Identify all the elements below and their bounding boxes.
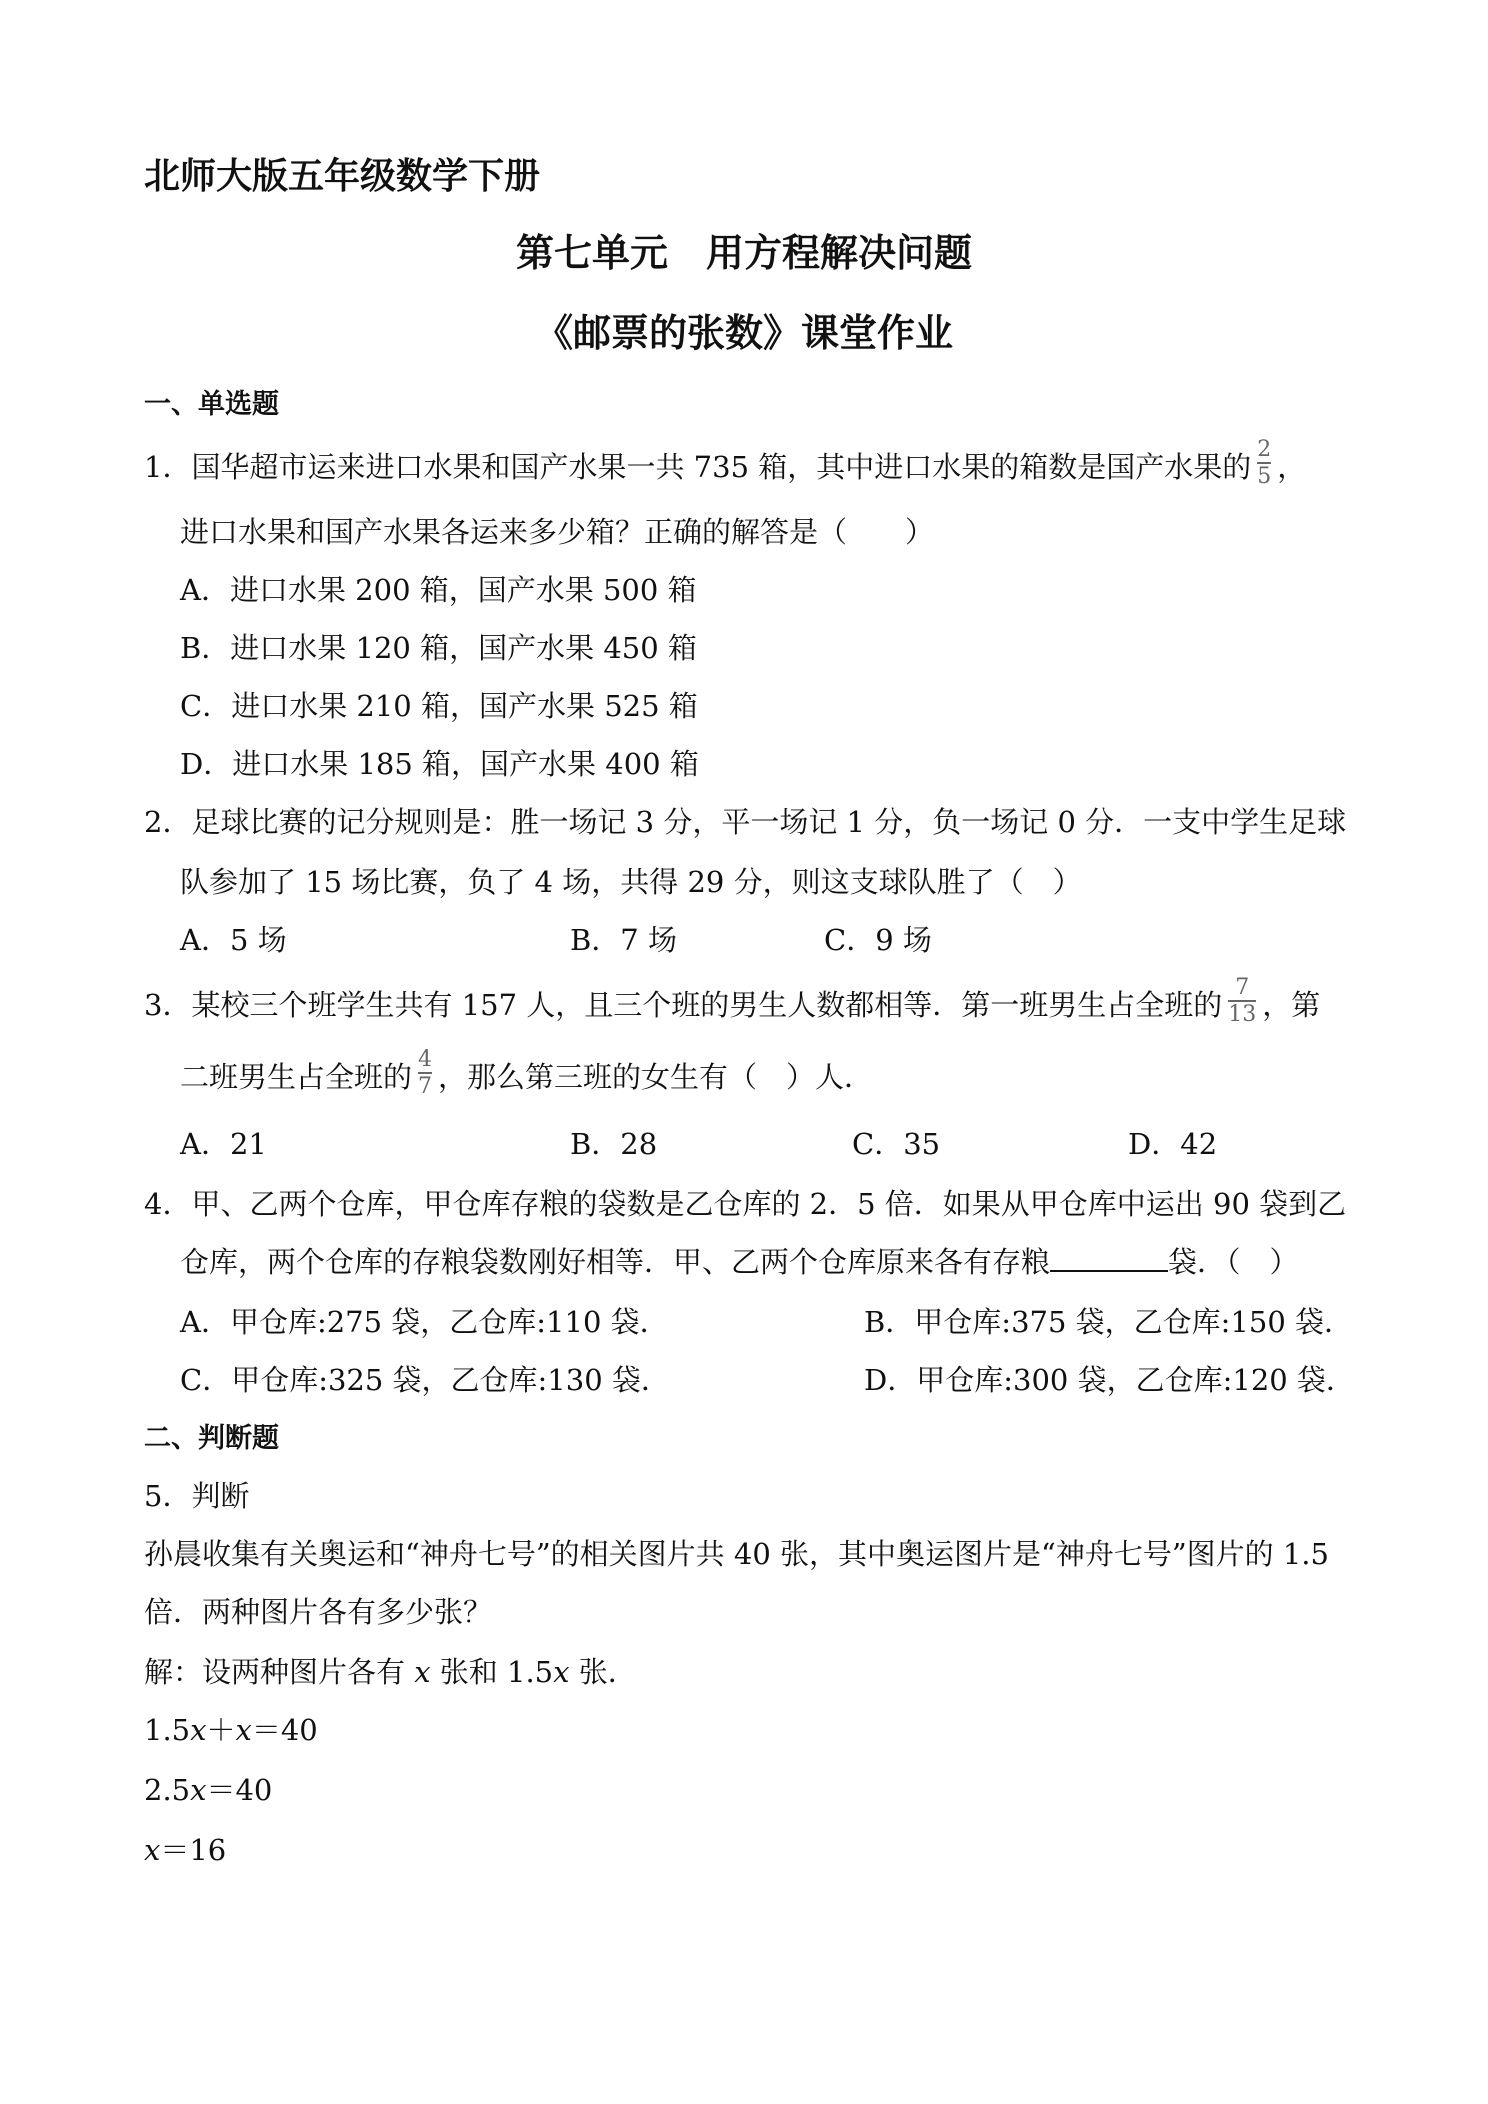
sol-text: 解：设两种图片各有 [144, 1655, 415, 1689]
q3-stem-line1 [144, 975, 1321, 1032]
q3-fraction-second-numerator: 4 [418, 1047, 433, 1072]
q5-equation-3 [144, 1828, 226, 1869]
q1-stem-text: 1．国华超市运来进口水果和国产水果一共 735 箱，其中进口水果的箱数是国产水果的 [144, 450, 1252, 485]
q5-stem-line1: 孙晨收集有关奥运和“神舟七号”的相关图片共 40 张，其中奥运图片是“神舟七号”图片的 1.5 [144, 1537, 1329, 1571]
q3-line2-tail: ，那么第三班的女生有（ ）人． [438, 1060, 874, 1095]
q4-option-a[interactable]: A．甲仓库:275 袋，乙仓库:110 袋． [180, 1305, 669, 1339]
q4-option-d[interactable]: D．甲仓库:300 袋，乙仓库:120 袋． [864, 1363, 1355, 1397]
sol-text: 张和 1.5 [430, 1655, 554, 1689]
eq-text: 2.5 [144, 1773, 191, 1807]
q3-fraction-first-denominator: 13 [1228, 1002, 1257, 1028]
q2-stem-line2: 队参加了 15 场比赛，负了 4 场，共得 29 分，则这支球队胜了（ ） [180, 865, 1082, 899]
q4-option-b[interactable]: B．甲仓库:375 袋，乙仓库:150 袋． [864, 1305, 1353, 1339]
q5-equation-2 [144, 1768, 272, 1809]
q1-option-a[interactable]: A．进口水果 200 箱，国产水果 500 箱 [180, 573, 697, 607]
q2-option-b[interactable]: B．7 场 [570, 923, 677, 957]
q1-option-d[interactable]: D．进口水果 185 箱，国产水果 400 箱 [180, 747, 699, 781]
q1-fraction-denominator: 5 [1257, 464, 1272, 490]
q3-option-c[interactable]: C．35 [852, 1127, 941, 1161]
q4-stem-line1: 4．甲、乙两个仓库，甲仓库存粮的袋数是乙仓库的 2．5 倍．如果从甲仓库中运出 90 袋到乙 [144, 1187, 1347, 1221]
q1-fraction [1257, 438, 1271, 488]
q1-option-c[interactable]: C．进口水果 210 箱，国产水果 525 箱 [180, 689, 698, 723]
eq-text: ＝16 [160, 1833, 227, 1867]
section-title-true-false: 二、判断题 [144, 1423, 279, 1454]
q3-stem-line2 [180, 1047, 874, 1104]
variable-x: x [553, 1655, 570, 1689]
q4-stem-line2 [180, 1240, 1299, 1281]
variable-x: x [190, 1773, 207, 1807]
q1-stem-line2: 进口水果和国产水果各运来多少箱？正确的解答是（ ） [180, 515, 935, 549]
q3-fraction-first-numerator: 7 [1235, 975, 1250, 1000]
variable-x: x [144, 1833, 161, 1867]
q4-option-c[interactable]: C．甲仓库:325 袋，乙仓库:130 袋． [180, 1363, 670, 1397]
eq-text: 1.5 [144, 1713, 191, 1747]
q3-fraction-second-denominator: 7 [418, 1074, 433, 1100]
q1-option-b[interactable]: B．进口水果 120 箱，国产水果 450 箱 [180, 631, 697, 665]
q3-fraction-second [418, 1048, 432, 1098]
q3-stem-tail: ，第 [1262, 988, 1321, 1023]
q3-option-a[interactable]: A．21 [180, 1127, 267, 1161]
q2-option-a[interactable]: A．5 场 [180, 923, 287, 957]
q3-stem-text: 3．某校三个班学生共有 157 人，且三个班的男生人数都相等．第一班男生占全班的 [144, 988, 1223, 1023]
section-title-single-choice: 一、单选题 [144, 389, 279, 420]
q5-solution-setup [144, 1650, 637, 1691]
variable-x: x [190, 1713, 207, 1747]
q1-stem-line1 [144, 437, 1307, 494]
q5-label: 5．判断 [144, 1479, 250, 1513]
q4-line2-text: 仓库，两个仓库的存粮袋数刚好相等．甲、乙两个仓库原来各有存粮 [180, 1245, 1051, 1279]
q2-stem-line1: 2．足球比赛的记分规则是：胜一场记 3 分，平一场记 1 分，负一场记 0 分．一支中学生足球 [144, 805, 1347, 839]
q2-option-c[interactable]: C．9 场 [824, 923, 932, 957]
publisher-heading: 北师大版五年级数学下册 [144, 156, 541, 197]
q5-stem-line2: 倍．两种图片各有多少张？ [144, 1595, 493, 1629]
eq-text: ＝40 [206, 1773, 273, 1807]
q5-equation-1 [144, 1708, 318, 1749]
eq-text: ＝40 [251, 1713, 318, 1747]
q1-stem-comma: ， [1277, 450, 1307, 485]
q4-line2-tail: 袋．（ ） [1168, 1245, 1299, 1279]
variable-x: x [414, 1655, 431, 1689]
q3-option-b[interactable]: B．28 [570, 1127, 658, 1161]
variable-x: x [235, 1713, 252, 1747]
unit-heading: 第七单元 用方程解决问题 [515, 231, 972, 275]
eq-text: ＋ [206, 1713, 236, 1747]
answer-blank[interactable] [1050, 1246, 1168, 1272]
q3-option-d[interactable]: D．42 [1128, 1127, 1218, 1161]
sol-text: 张． [569, 1655, 637, 1689]
q3-line2-text: 二班男生占全班的 [180, 1060, 413, 1095]
page-title: 《邮票的张数》课堂作业 [534, 311, 953, 355]
q3-fraction-first [1228, 976, 1256, 1026]
q1-fraction-numerator: 2 [1257, 437, 1272, 462]
